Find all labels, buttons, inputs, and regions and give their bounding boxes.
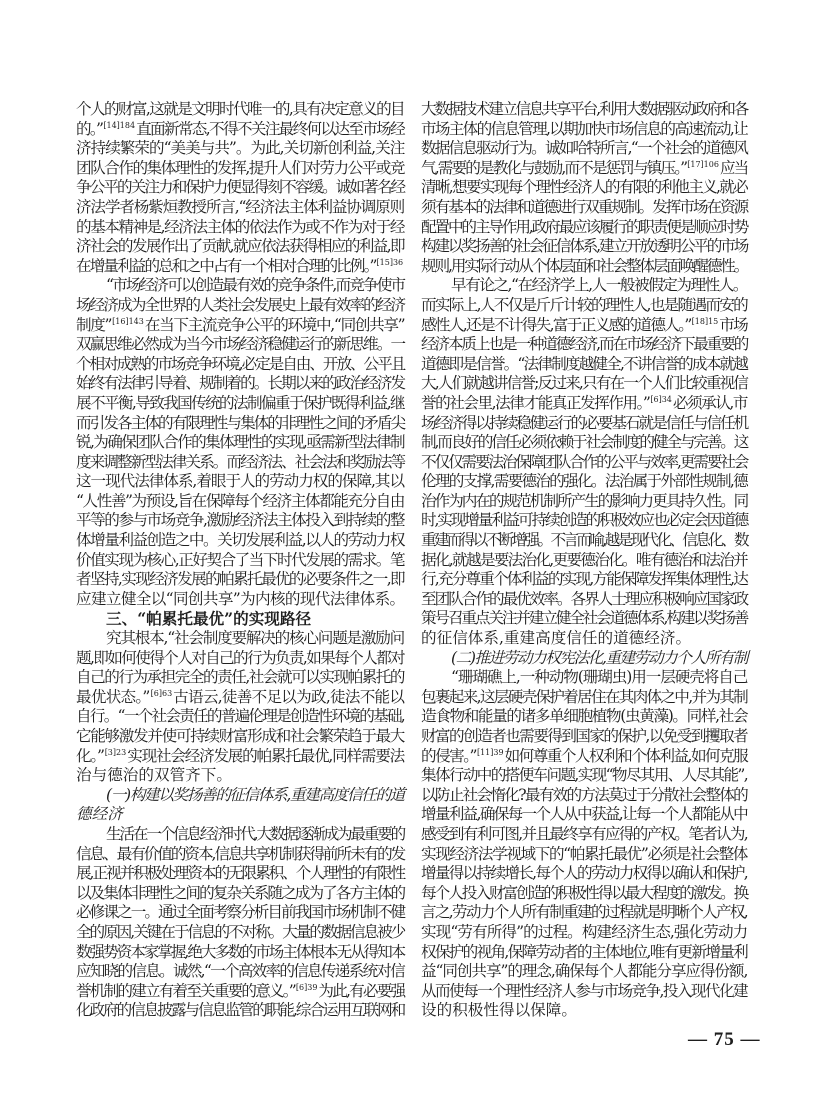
text-line: 数强势资本家掌握,绝大多数的市场主体根本无从得知本 bbox=[76, 942, 405, 961]
left-column bbox=[76, 100, 404, 1021]
citation-superscript: [6]34 bbox=[650, 394, 672, 404]
text-line: 策号召重点关注并建立健全社会道德体系,构建以奖扬善 bbox=[421, 609, 748, 628]
text-line: 价值实现为核心,正好契合了当下时代发展的需求。笔 bbox=[76, 550, 404, 569]
text-line bbox=[76, 120, 404, 140]
text-line: 益“同创共享”的理念,确保每个人都能分享应得份额, bbox=[421, 962, 748, 981]
text-line: 自己的行为承担完全的责任,社会就可以实现帕累托的 bbox=[76, 668, 404, 687]
text-line bbox=[421, 394, 747, 414]
text-line: 者坚持,实现经济发展的帕累托最优的必要条件之一,即 bbox=[76, 570, 404, 589]
text-line: 的基本精神是,经济法主体的依法作为或不作为对于经 bbox=[76, 217, 404, 236]
text-line: 配置中的主导作用,政府最应该履行的职责便是顺应时势 bbox=[421, 217, 748, 236]
text-line: 信息、最有价值的资本,信息共享机制获得前所未有的发 bbox=[76, 844, 405, 863]
text-line: 应知晓的信息。诚然,“一个高效率的信息传递系统对信 bbox=[76, 962, 404, 981]
text-line: 财富的创造者也需要得到国家的保护,以免受到攫取者 bbox=[421, 727, 747, 745]
text-line bbox=[76, 257, 404, 277]
text-line: 团队合作的集体理性的发挥,提升人们对劳力公平或竞 bbox=[76, 158, 404, 177]
text-line: 市场主体的信息管理,以期加快市场信息的高速流动,让 bbox=[421, 119, 747, 138]
text-line: 展,正视并积极处理资本的无限累积、个人理性的有限性 bbox=[76, 864, 405, 883]
text-line: 清晰,想要实现每个理性经济人的有限的利他主义,就必 bbox=[421, 178, 747, 197]
text-line: 济持续繁荣的“美美与共”。为此,关切新创利益,关注 bbox=[76, 139, 405, 158]
line-text: 市场 bbox=[719, 315, 748, 334]
line-text: 誉的社会里,法律才能真正发挥作用。” bbox=[421, 393, 650, 412]
text-line: 自行。“一个社会责任的普遍伦理是创造性环境的基础, bbox=[76, 707, 404, 726]
text-line: 言之,劳动力个人所有制重建的过程就是明晰个人产权, bbox=[421, 903, 747, 922]
text-line bbox=[76, 316, 404, 336]
line-text: 感性人,还是不计得失,富于正义感的道德人。” bbox=[421, 315, 691, 334]
citation-superscript: [17]106 bbox=[687, 159, 719, 169]
text-line: 究其根本,“社会制度要解决的核心问题是激励问 bbox=[106, 629, 404, 648]
citation-superscript: [18]15 bbox=[691, 316, 719, 326]
text-line: 规则,用实际行动从个体层面和社会整体层面唤醒德性。 bbox=[421, 256, 748, 275]
line-text: 为此,有必要强 bbox=[318, 981, 405, 1000]
text-line: 争公平的关注力和保护力便显得刻不容缓。诚如著名经 bbox=[76, 178, 405, 197]
text-line: 题,即如何使得个人对自己的行为负责,如果每个人都对 bbox=[76, 648, 404, 667]
line-text: 最优状态。” bbox=[76, 687, 150, 706]
text-line: “珊瑚礁上,一种动物(珊瑚虫)用一层硬壳将自己 bbox=[451, 668, 748, 687]
citation-superscript: [6]39 bbox=[295, 982, 318, 992]
line-text: 的侵害。” bbox=[421, 746, 476, 765]
text-line: 不仅仅需要法治保障团队合作的公平与效率,更需要社会 bbox=[421, 452, 748, 471]
text-line: 济社会的发展作出了贡献,就应依法获得相应的利益,即 bbox=[76, 237, 404, 256]
text-line: 生活在一个信息经济时代,大数据逐渐成为最重要的 bbox=[106, 824, 405, 843]
subsection-heading: 德经济 bbox=[76, 805, 123, 824]
text-line: 济法学者杨紫烜教授所言,“经济法主体利益协调原则 bbox=[76, 197, 404, 216]
text-line: 度来调整新型法律关系。而经济法、社会法和奖励法等 bbox=[76, 452, 405, 471]
text-line: “人性善”为预设,旨在保障每个经济主体都能充分自由 bbox=[76, 491, 404, 510]
text-line: 它能够激发并使可持续财富形成和社会繁荣趋于最大 bbox=[76, 727, 404, 745]
text-line: 个相对成熟的市场竞争环境,必定是自由、开放、公平且 bbox=[76, 354, 405, 373]
text-line bbox=[76, 747, 404, 767]
text-line: 权保护的视角,保障劳动者的主体地位,唯有更新增量利 bbox=[421, 942, 747, 961]
citation-superscript: [14]184 bbox=[103, 120, 136, 130]
citation-superscript: [6]63 bbox=[150, 688, 173, 698]
line-text: 如何尊重个人权利和个体利益,如何克服 bbox=[504, 746, 748, 765]
text-line: 展不平衡,导致我国传统的法制偏重于保护既得利益,继 bbox=[76, 393, 404, 412]
text-line: 集体行动中的搭便车问题,实现“物尽其用、人尽其能”, bbox=[421, 766, 748, 785]
text-line: 每个人投入财富创造的积极性得以最大程度的激发。换 bbox=[421, 883, 748, 902]
text-line: 数据信息驱动行为。诚如哈特所言,“一个社会的道德风 bbox=[421, 139, 747, 158]
text-line: 制,而良好的信任必须依赖于社会制度的健全与完善。这 bbox=[421, 433, 748, 452]
text-line bbox=[76, 688, 404, 708]
text-line: 从而使每一个理性经济人参与市场竞争,投入现代化建 bbox=[421, 981, 747, 1000]
text-line: 须有基本的法律和道德进行双重规制。发挥市场在资源 bbox=[421, 197, 748, 216]
line-text: 应当 bbox=[719, 158, 748, 177]
line-text: 气,需要的是教化与鼓励,而不是惩罚与镇压。” bbox=[421, 158, 687, 177]
text-line: “市场经济可以创造最有效的竞争条件,而竞争使市 bbox=[106, 276, 405, 295]
text-line: 治作为内在的规范机制所产生的影响力更具持久性。同 bbox=[421, 491, 748, 510]
citation-superscript: [3]23 bbox=[104, 747, 127, 757]
text-line: 重建而得以不断增强。不言而喻,越是现代化、信息化、数 bbox=[421, 531, 747, 550]
text-line: 道德即是信誉。“法律制度越健全,不讲信誉的成本就越 bbox=[421, 354, 747, 373]
line-text: 在增量利益的总和之中占有一个相对合理的比例。” bbox=[76, 256, 376, 275]
line-text: 誉机制的建立有着至关重要的意义。” bbox=[76, 981, 295, 1000]
text-line: 构建以奖扬善的社会征信体系,建立开放透明公平的市场 bbox=[421, 237, 748, 256]
text-line: 场经济得以持续稳健运行的必要基石就是信任与信任机 bbox=[421, 413, 748, 432]
line-text: 的。” bbox=[76, 119, 103, 138]
line-text: 古语云,徒善不足以为政,徒法不能以 bbox=[173, 687, 405, 706]
subsection-heading: (一)构建以奖扬善的征信体系,重建高度信任的道 bbox=[106, 785, 404, 804]
text-line: 行,充分尊重个体利益的实现,方能保障发挥集体理性,达 bbox=[421, 570, 747, 589]
text-line: 早有论之,“在经济学上,人一般被假定为理性人。 bbox=[451, 276, 747, 295]
text-line: 以防止社会惰化?最有效的方法莫过于分散社会整体的 bbox=[421, 785, 747, 804]
text-line: 化政府的信息披露与信息监管的职能,综合运用互联网和 bbox=[76, 1001, 405, 1020]
page-number: — 75 — bbox=[688, 1029, 761, 1050]
text-line bbox=[421, 159, 747, 179]
text-line: 据化,就越是要法治化,更要德治化。唯有德治和法治并 bbox=[421, 550, 747, 569]
subsection-heading: (二)推进劳动力权宪法化,重建劳动力个人所有制 bbox=[451, 648, 748, 667]
text-line: 这一现代法律体系,着眼于人的劳动力权的保障,其以 bbox=[76, 472, 405, 491]
right-column bbox=[421, 100, 747, 1021]
text-line: 感受到有利可图,并且最终享有应得的产权。笔者认为, bbox=[421, 824, 747, 843]
line-text: 在当下主流竞争公平的环境中,“同创共享” bbox=[144, 315, 405, 334]
text-line: 的征信体系,重建高度信任的道德经济。 bbox=[421, 629, 692, 648]
line-text: 制度” bbox=[76, 315, 112, 334]
text-line: 经济本质上也是一种道德经济,而在市场经济下最重要的 bbox=[421, 335, 748, 354]
text-line: 而实际上,人不仅是斤斤计较的理性人,也是随遇而安的 bbox=[421, 295, 747, 314]
text-line: 双赢思维必然成为当今市场经济稳健运行的新思维。一 bbox=[76, 335, 405, 354]
text-line bbox=[76, 982, 404, 1002]
text-line: 锐,为确保团队合作的集体理性的实现,亟需新型法律制 bbox=[76, 433, 404, 452]
text-line: 时,实现增量利益可持续创造的积极效应也必定会因道德 bbox=[421, 511, 748, 530]
line-text: 必须承认,市 bbox=[672, 393, 748, 412]
citation-superscript: [16]143 bbox=[112, 316, 144, 326]
text-line: 增量得以持续增长,每个人的劳动力权得以确认和保护, bbox=[421, 864, 747, 883]
text-line: 必修课之一。通过全面考察分析目前我国市场机制不健 bbox=[76, 903, 405, 922]
text-line: 实现经济法学视域下的“帕累托最优”必须是社会整体 bbox=[421, 844, 747, 863]
text-line: 应建立健全以“同创共享”为内核的现代法律体系。 bbox=[76, 589, 405, 608]
section-heading: 三、“帕累托最优”的实现路径 bbox=[106, 609, 312, 629]
citation-superscript: [11]39 bbox=[476, 747, 504, 757]
text-line: 以及集体非理性之间的复杂关系随之成为了各方主体的 bbox=[76, 883, 405, 902]
text-line: 大数据技术建立信息共享平台,利用大数据驱动政府和各 bbox=[421, 100, 748, 118]
text-line: 包裹起来,这层硬壳保护着居住在其肉体之中,并为其制 bbox=[421, 687, 747, 706]
text-line: 场经济成为全世界的人类社会发展史上最有效率的经济 bbox=[76, 295, 405, 314]
text-line: 体增量利益创造之中。关切发展利益,以人的劳动力权 bbox=[76, 531, 404, 550]
text-line bbox=[421, 316, 747, 336]
text-line: 伦理的支撑,需要德治的强化。法治属于外部性规制,德 bbox=[421, 472, 747, 491]
text-line: 而引发各主体的有限理性与集体的非理性之间的矛盾尖 bbox=[76, 413, 405, 432]
line-text: 实现社会经济发展的帕累托最优,同样需要法 bbox=[127, 746, 404, 765]
line-text: 直面新常态,不得不关注最终何以达至市场经 bbox=[136, 119, 404, 138]
text-line: 至团队合作的最优效率。各界人士理应积极响应国家政 bbox=[421, 589, 748, 608]
text-line: 增量利益,确保每一个人从中获益,让每一个人都能从中 bbox=[421, 805, 747, 824]
line-text: 化。” bbox=[76, 746, 104, 765]
text-line bbox=[421, 747, 747, 767]
text-line: 始终有法律引导着、规制着的。长期以来的政治经济发 bbox=[76, 374, 405, 393]
text-line: 治与德治的双管齐下。 bbox=[76, 766, 232, 785]
text-line: 全的原因,关键在于信息的不对称。大量的数据信息被少 bbox=[76, 922, 405, 941]
citation-superscript: [15]36 bbox=[376, 257, 404, 267]
text-line: 造食物和能量的诸多单细胞植物(虫黄藻)。同样,社会 bbox=[421, 707, 748, 726]
text-line: 大,人们就越讲信誉;反过来,只有在一个人们比较重视信 bbox=[421, 374, 747, 393]
text-line: 实现“劳有所得”的过程。构建经济生态,强化劳动力 bbox=[421, 922, 748, 941]
text-line: 平等的参与市场竞争,激励经济法主体投入到持续的整 bbox=[76, 511, 404, 530]
text-line: 个人的财富,这就是文明时代唯一的,具有决定意义的目 bbox=[76, 100, 404, 118]
text-line: 设的积极性得以保障。 bbox=[421, 1001, 577, 1020]
